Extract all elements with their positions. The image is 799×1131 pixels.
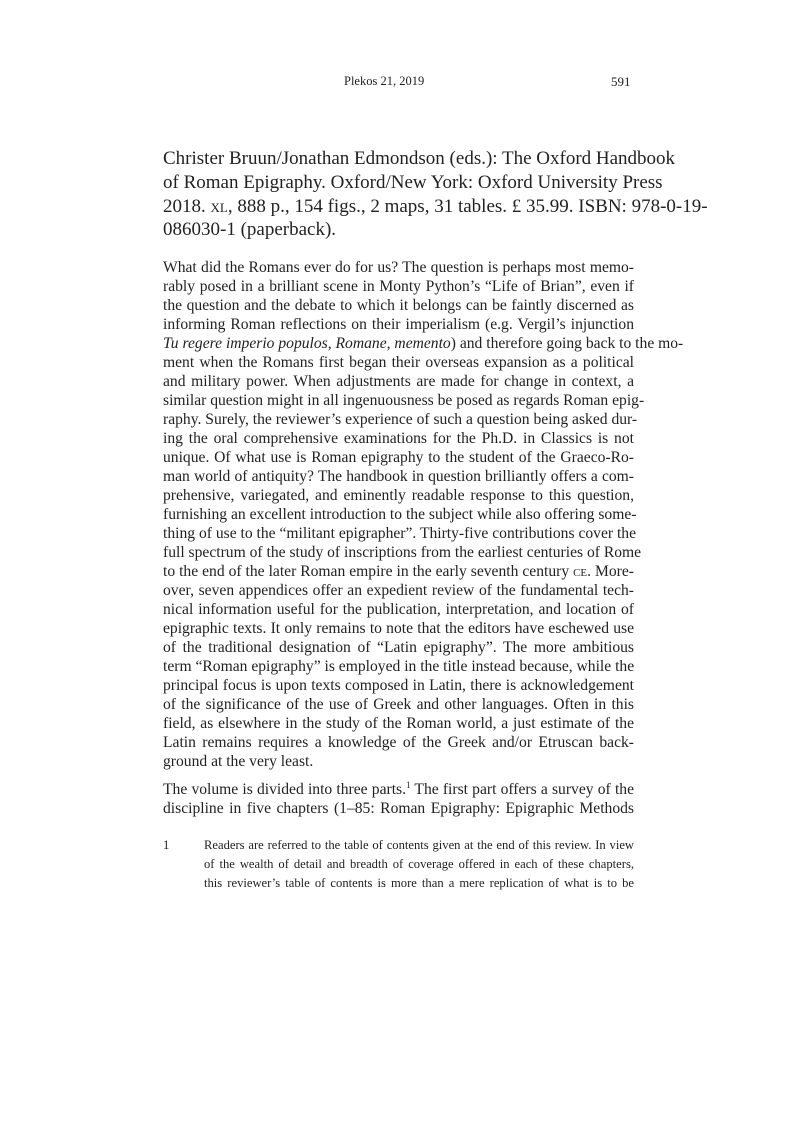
text-segment: Readers are referred to the table of contents given at the end of this review. In view — [204, 838, 634, 852]
text-line — [163, 391, 645, 410]
text-segment: ment when the Romans first began their overseas expansion as a political — [163, 354, 634, 371]
text-line — [163, 676, 634, 695]
text-segment: The first part offers a survey of the — [410, 781, 634, 798]
text-line — [163, 752, 634, 771]
footnote-ref: 1 — [406, 779, 411, 790]
page-number: 591 — [611, 74, 631, 89]
footnote-text — [204, 836, 634, 893]
text-line — [163, 147, 676, 171]
text-segment: ce — [573, 563, 588, 580]
text-line — [163, 195, 708, 219]
text-segment: man world of antiquity? The handbook in question brilliantly offers a com- — [163, 468, 634, 485]
text-segment: full spectrum of the study of inscriptions from the earliest centuries of Rome — [163, 544, 642, 561]
text-line — [163, 429, 634, 448]
paragraph-1 — [163, 258, 684, 771]
text-line — [163, 296, 634, 315]
text-line — [163, 638, 634, 657]
text-segment: furnishing an excellent introduction to the subject while also offering some- — [163, 506, 637, 523]
text-segment: unique. Of what use is Roman epigraphy to the student of the Graeco-Ro- — [163, 449, 634, 466]
text-segment: of the wealth of detail and breadth of coverage offered in each of these chapters, — [204, 857, 634, 871]
text-segment: The volume is divided into three parts. — [163, 781, 406, 798]
text-segment: Latin remains requires a knowledge of the Greek and/or Etruscan back- — [163, 734, 634, 751]
text-segment: to the end of the later Roman empire in the early seventh century — [163, 563, 574, 580]
text-segment: nical information useful for the publication, interpretation, and location of — [163, 601, 634, 618]
review-title — [163, 147, 708, 242]
text-segment: ) and therefore going back to the mo- — [450, 335, 684, 352]
text-segment: of the significance of the use of Greek and other languages. Often in this — [163, 696, 634, 713]
footnote-number: 1 — [163, 838, 170, 852]
text-line — [163, 695, 634, 714]
text-segment: principal focus is upon texts composed in Latin, there is acknowledgement — [163, 677, 634, 694]
text-line — [163, 657, 634, 676]
text-segment: discipline in five chapters (1–85: Roman Epigraphy: Epigraphic Methods — [163, 800, 634, 817]
text-line — [163, 780, 634, 799]
text-line — [163, 353, 634, 372]
text-segment: this reviewer’s table of contents is more than a mere replication of what is to be — [204, 876, 634, 890]
running-header: Plekos 21, 2019 — [344, 74, 425, 88]
text-segment: ground at the very least. — [163, 753, 314, 770]
text-line — [163, 799, 634, 818]
text-line — [204, 855, 634, 874]
text-line — [204, 874, 634, 893]
text-line — [163, 505, 637, 524]
text-segment: of the traditional designation of “Latin epigraphy”. The more ambitious — [163, 639, 634, 656]
text-segment: . More- — [587, 563, 634, 580]
text-line — [163, 581, 634, 600]
text-line — [163, 448, 634, 467]
text-line — [163, 171, 663, 195]
text-segment: , 888 p., 154 figs., 2 maps, 31 tables. £ 35.99. ISBN: 978-0-19- — [227, 195, 708, 217]
text-segment: What did the Romans ever do for us? The question is perhaps most memo- — [163, 259, 634, 276]
text-line — [163, 524, 637, 543]
text-segment: ing the oral comprehensive examinations for the Ph.D. in Classics is not — [163, 430, 634, 447]
text-line — [163, 315, 634, 334]
text-line — [163, 486, 634, 505]
text-line — [163, 600, 634, 619]
text-line — [163, 277, 634, 296]
text-segment: 086030-1 (paperback). — [163, 219, 337, 241]
paragraph-2 — [163, 780, 634, 818]
text-segment: raphy. Surely, the reviewer’s experience of such a question being asked dur- — [163, 411, 638, 428]
text-segment: epigraphic texts. It only remains to note that the editors have eschewed use — [163, 620, 634, 637]
text-segment: 2018. — [163, 195, 211, 217]
text-segment: informing Roman reflections on their imperialism (e.g. Vergil’s injunction — [163, 316, 634, 333]
text-segment: thing of use to the “militant epigrapher”. Thirty-five contributions cover the — [163, 525, 637, 542]
text-segment: the question and the debate to which it belongs can be faintly discerned as — [163, 297, 634, 314]
text-line — [163, 410, 638, 429]
text-segment: of Roman Epigraphy. Oxford/New York: Oxford University Press — [163, 171, 663, 193]
text-segment: prehensive, variegated, and eminently readable response to this question, — [163, 487, 634, 504]
text-line — [163, 467, 634, 486]
text-line — [163, 372, 634, 391]
text-line — [163, 733, 634, 752]
text-segment: xl — [210, 195, 228, 217]
text-line — [163, 543, 642, 562]
text-segment: term “Roman epigraphy” is employed in the title instead because, while the — [163, 658, 635, 675]
text-line — [163, 714, 634, 733]
text-segment: over, seven appendices offer an expedient review of the fundamental tech- — [163, 582, 634, 599]
text-segment: Tu regere imperio populos, Romane, memento — [163, 335, 451, 352]
text-line — [163, 258, 634, 277]
text-segment: and military power. When adjustments are made for change in context, a — [163, 373, 634, 390]
text-segment: similar question might in all ingenuousness be posed as regards Roman epig- — [163, 392, 645, 409]
text-line — [163, 562, 634, 581]
text-segment: rably posed in a brilliant scene in Monty Python’s “Life of Brian”, even if — [163, 278, 634, 295]
text-line — [163, 334, 684, 353]
text-segment: field, as elsewhere in the study of the Roman world, a just estimate of the — [163, 715, 634, 732]
text-line — [163, 619, 634, 638]
text-segment: Christer Bruun/Jonathan Edmondson (eds.): The Oxford Handbook — [163, 148, 676, 169]
text-line — [204, 836, 634, 855]
text-line — [163, 218, 634, 242]
